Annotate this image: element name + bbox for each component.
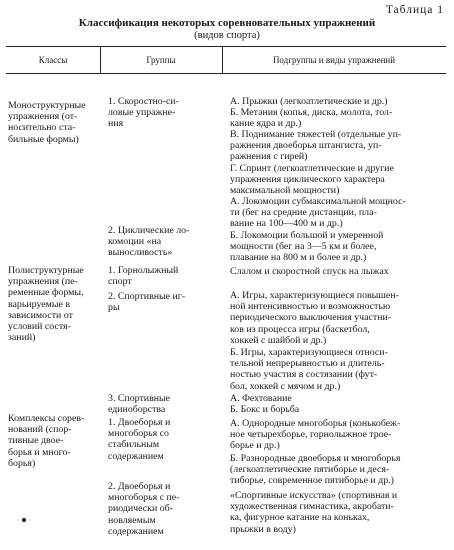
subgroup-line: кание ядра и др.) <box>230 118 302 130</box>
class-line: нований (спор- <box>8 424 72 436</box>
table-title: Классификация некоторых соревновательных упражнений <box>78 17 376 29</box>
subgroup-line: ражнения с гирей) <box>230 151 308 163</box>
class-line: зависимости от <box>8 309 73 321</box>
subgroup-line: максимальной мощности) <box>230 185 340 197</box>
subgroup-line: Б. Игры, характеризующиеся относи- <box>230 347 388 358</box>
subgroup-line: ков из процесса игры (баскетбол, <box>230 323 370 335</box>
subgroup-line: ражнения двоеборья штангиста, уп- <box>230 140 382 152</box>
class-line: тивные двое- <box>8 435 64 447</box>
group-line: многоборья с пе- <box>108 492 180 504</box>
group-line: содержанием <box>108 525 164 537</box>
class-line: упражнения (от- <box>8 111 78 123</box>
subgroup-line: Б. Метания (копья, диска, молота, тол- <box>230 107 393 118</box>
subgroup-line: ное четырехборье, горнолыжное трое- <box>230 429 392 441</box>
group-line: ловые упражне- <box>108 107 176 119</box>
class-line: Полиструктурные <box>8 265 84 276</box>
group-line: содержанием <box>108 450 164 462</box>
table-top-border <box>6 46 446 47</box>
class-line: носительно ста- <box>8 122 76 134</box>
header-subgroups: Подгруппы и виды упражнений <box>272 55 396 65</box>
class-line: Моноструктурные <box>8 100 86 111</box>
group-line: многоборья со <box>108 428 169 440</box>
subgroup-line: Б. Локомоции большой и умеренной <box>230 230 384 241</box>
class-line: ременные формы, <box>8 287 84 299</box>
subgroup-line: Б. Разнородные двоеборья и многоборья <box>230 453 401 464</box>
group-line: 2. Спортивные иг- <box>108 291 186 302</box>
subgroup-line: прыжки в воду) <box>230 523 296 535</box>
class-line: условий состя- <box>8 321 71 332</box>
subgroup-line: плавание на 800 м и более и др.) <box>230 252 367 264</box>
subgroup-line: В. Поднимание тяжестей (отдельные уп- <box>230 129 402 140</box>
class-line: варьируемые в <box>8 298 71 310</box>
subgroup-line: хоккей с шайбой и др.) <box>230 334 327 346</box>
print-speck <box>22 518 26 522</box>
class-line: бильные формы) <box>8 133 79 145</box>
class-line: борья и много- <box>8 446 71 458</box>
subgroup-line: А. Однородные многоборья (конькобеж- <box>230 418 401 429</box>
class-line: борья) <box>8 457 36 469</box>
group-line: 1. Двоеборья и <box>108 417 171 428</box>
group-line: 2. Двоеборья и <box>108 481 171 492</box>
subgroup-line: периодического выключения участни- <box>230 312 392 324</box>
header-groups: Группы <box>146 55 176 65</box>
group-line: риодически об- <box>108 503 173 515</box>
subgroup-line: А. Локомоции субмаксимальной мощнос- <box>230 196 406 207</box>
class-line: упражнения (пе- <box>8 276 78 288</box>
subgroup-line: (легкоатлетические пятиборье и деся- <box>230 464 390 476</box>
subgroup-line: мощности (бег на 3—5 км и более, <box>230 241 377 253</box>
header-classes: Классы <box>38 55 68 65</box>
group-line: 2. Циклические ло- <box>108 225 190 236</box>
group-line: ния <box>108 118 124 130</box>
header-bottom-border <box>6 73 446 74</box>
subgroup-line: вание на 100—400 м и др.) <box>230 218 343 230</box>
subgroup-line: ти (бег на средние дистанции, пла- <box>230 207 377 219</box>
group-line: 3. Спортивные <box>108 393 171 404</box>
subgroup-line: Слалом и скоростной спуск на лыжах <box>230 266 389 277</box>
table-subtitle: (видов спорта) <box>194 30 260 41</box>
subgroup-line: художественная гимнастика, акробати- <box>230 501 394 513</box>
subgroup-line: борье и др.) <box>230 440 280 452</box>
subgroup-line: А. Игры, характеризующиеся повышен- <box>230 290 399 301</box>
subgroup-line: ной интенсивностью и возможностью <box>230 301 391 313</box>
group-line: 1. Горнолыжный <box>108 265 179 276</box>
subgroup-line: тельной непрерывностью и длитель- <box>230 358 385 370</box>
class-line: Комплексы сорев- <box>8 413 85 424</box>
group-line: выносливость» <box>108 247 173 259</box>
group-line: единоборства <box>108 404 166 416</box>
subgroup-line: упражнения циклического характера <box>230 174 385 186</box>
group-line: стабильным <box>108 439 160 451</box>
group-line: новляемым <box>108 514 156 526</box>
subgroup-line: «Спортивные искусства» (спортивная и <box>230 490 398 501</box>
subgroup-line: Б. Бокс и борьба <box>230 404 300 415</box>
subgroup-line: Г. Спринт (легкоатлетические и другие <box>230 163 394 174</box>
class-line: заний) <box>8 332 36 344</box>
subgroup-line: А. Фехтование <box>230 393 292 404</box>
group-line: 1. Скоростно-си- <box>108 96 179 107</box>
subgroup-line: бол, хоккей с мячом и др.) <box>230 380 341 392</box>
group-line: спорт <box>108 276 132 288</box>
group-line: комоции «на <box>108 236 162 248</box>
subgroup-line: А. Прыжки (легкоатлетические и др.) <box>230 96 388 107</box>
subgroup-line: ка, фигурное катание на коньках, <box>230 512 370 524</box>
table-number: Таблица 1 <box>385 4 444 16</box>
subgroup-line: тиборье, современное пятиборье и др.) <box>230 475 394 487</box>
subgroup-line: ностью участия в состязании (фут- <box>230 369 378 381</box>
group-line: ры <box>108 302 120 314</box>
